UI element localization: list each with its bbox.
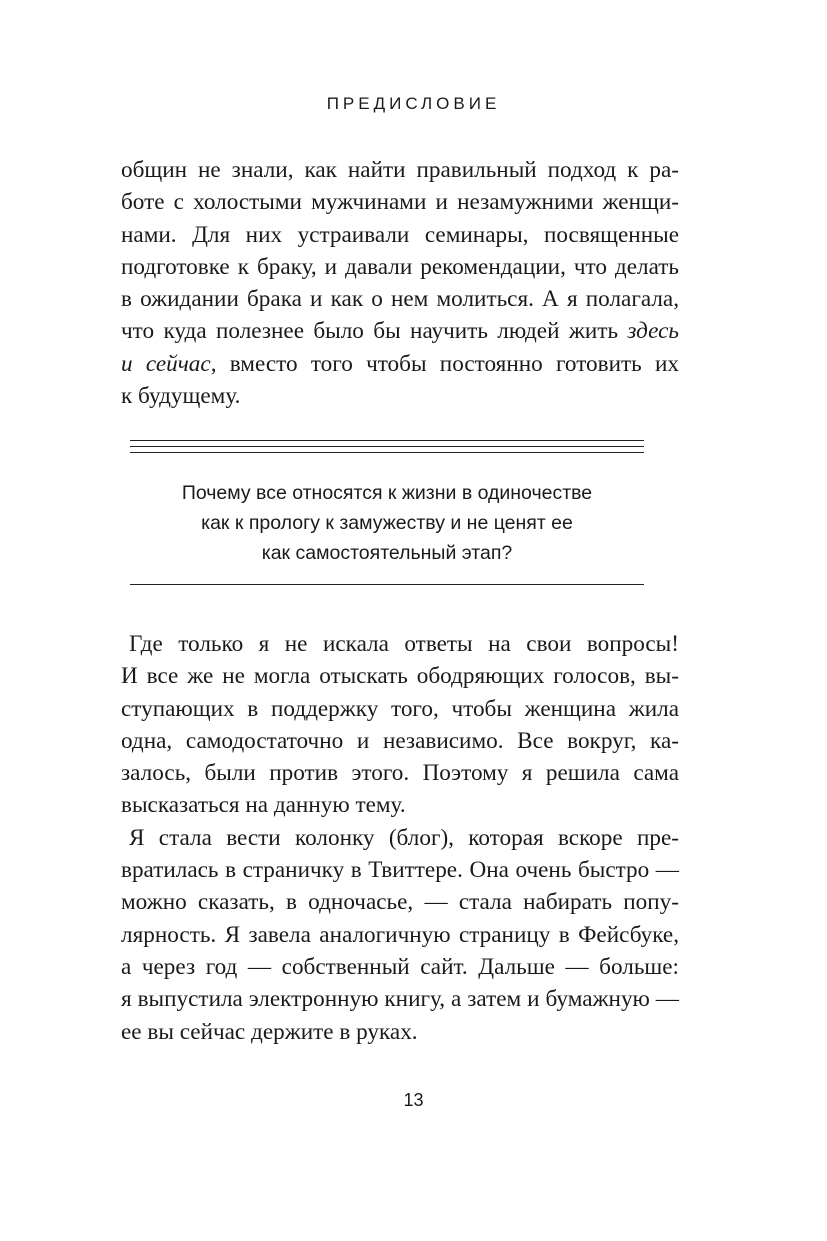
- pull-quote-line: Почему все относятся к жизни в одиночестве: [181, 482, 593, 504]
- text-block-2: [121, 628, 679, 1048]
- text-line: боте с холостыми мужчинами и незамужними женщи-: [121, 189, 679, 216]
- text-line-with-italic: [121, 348, 679, 380]
- text-line: нами. Для них устраивали семинары, посвященные: [121, 221, 679, 248]
- text-line: высказаться на данную тему.: [121, 792, 406, 819]
- divider-top-1: [130, 440, 644, 441]
- divider-top-3: [130, 452, 644, 453]
- text-line: Где только я не искала ответы на свои вопросы!: [129, 631, 679, 657]
- text-line: а через год — собственный сайт. Дальше — больше:: [121, 953, 679, 980]
- divider-bottom: [130, 584, 644, 585]
- paragraph: [121, 822, 679, 1048]
- paragraph-continuation: [121, 154, 679, 412]
- text-line: И все же не могла отыскать ободряющих голосов, вы-: [121, 663, 679, 690]
- text-line-with-italic: [121, 315, 679, 347]
- pull-quote-line: как самостоятельный этап?: [261, 542, 513, 564]
- text-line: общин не знали, как найти правильный подход к ра-: [121, 157, 679, 183]
- divider-top-2: [130, 446, 644, 447]
- text-fragment: что куда полезнее было бы научить людей жить: [121, 318, 619, 345]
- text-line: вратилась в страничку в Твиттере. Она очень быстро —: [121, 857, 679, 884]
- text-line: Я стала вести колонку (блог), которая вскоре пре-: [129, 824, 679, 851]
- text-block-1: [121, 154, 679, 412]
- text-fragment: , вместо того чтобы постоянно готовить их: [210, 350, 679, 377]
- running-head: ПРЕДИСЛОВИЕ: [326, 94, 501, 113]
- text-line: в ожидании брака и как о нем молиться. А я полагала,: [121, 286, 679, 313]
- text-line: можно сказать, в одночасье, — стала набирать попу-: [121, 889, 679, 916]
- text-line: одна, самодостаточно и независимо. Все вокруг, ка-: [121, 727, 679, 754]
- text-line: лярность. Я завела аналогичную страницу в Фейсбуке,: [121, 921, 679, 948]
- page-number: 13: [403, 1090, 424, 1110]
- text-line: к будущему.: [121, 383, 241, 410]
- italic-emphasis: здесь: [627, 318, 679, 345]
- text-line: подготовке к браку, и давали рекомендации, что делать: [121, 253, 679, 280]
- pull-quote: [130, 478, 644, 568]
- paragraph: [121, 628, 679, 822]
- pull-quote-line: как к прологу к замужеству и не ценят ее: [201, 512, 573, 534]
- text-line: ступающих в поддержку того, чтобы женщина жила: [121, 695, 679, 722]
- text-line: я выпустила электронную книгу, а затем и бумажную —: [121, 986, 679, 1013]
- text-line: ее вы сейчас держите в руках.: [121, 1018, 418, 1045]
- text-line: залось, были против этого. Поэтому я решила сама: [121, 760, 679, 787]
- italic-emphasis: и сейчас: [121, 350, 211, 377]
